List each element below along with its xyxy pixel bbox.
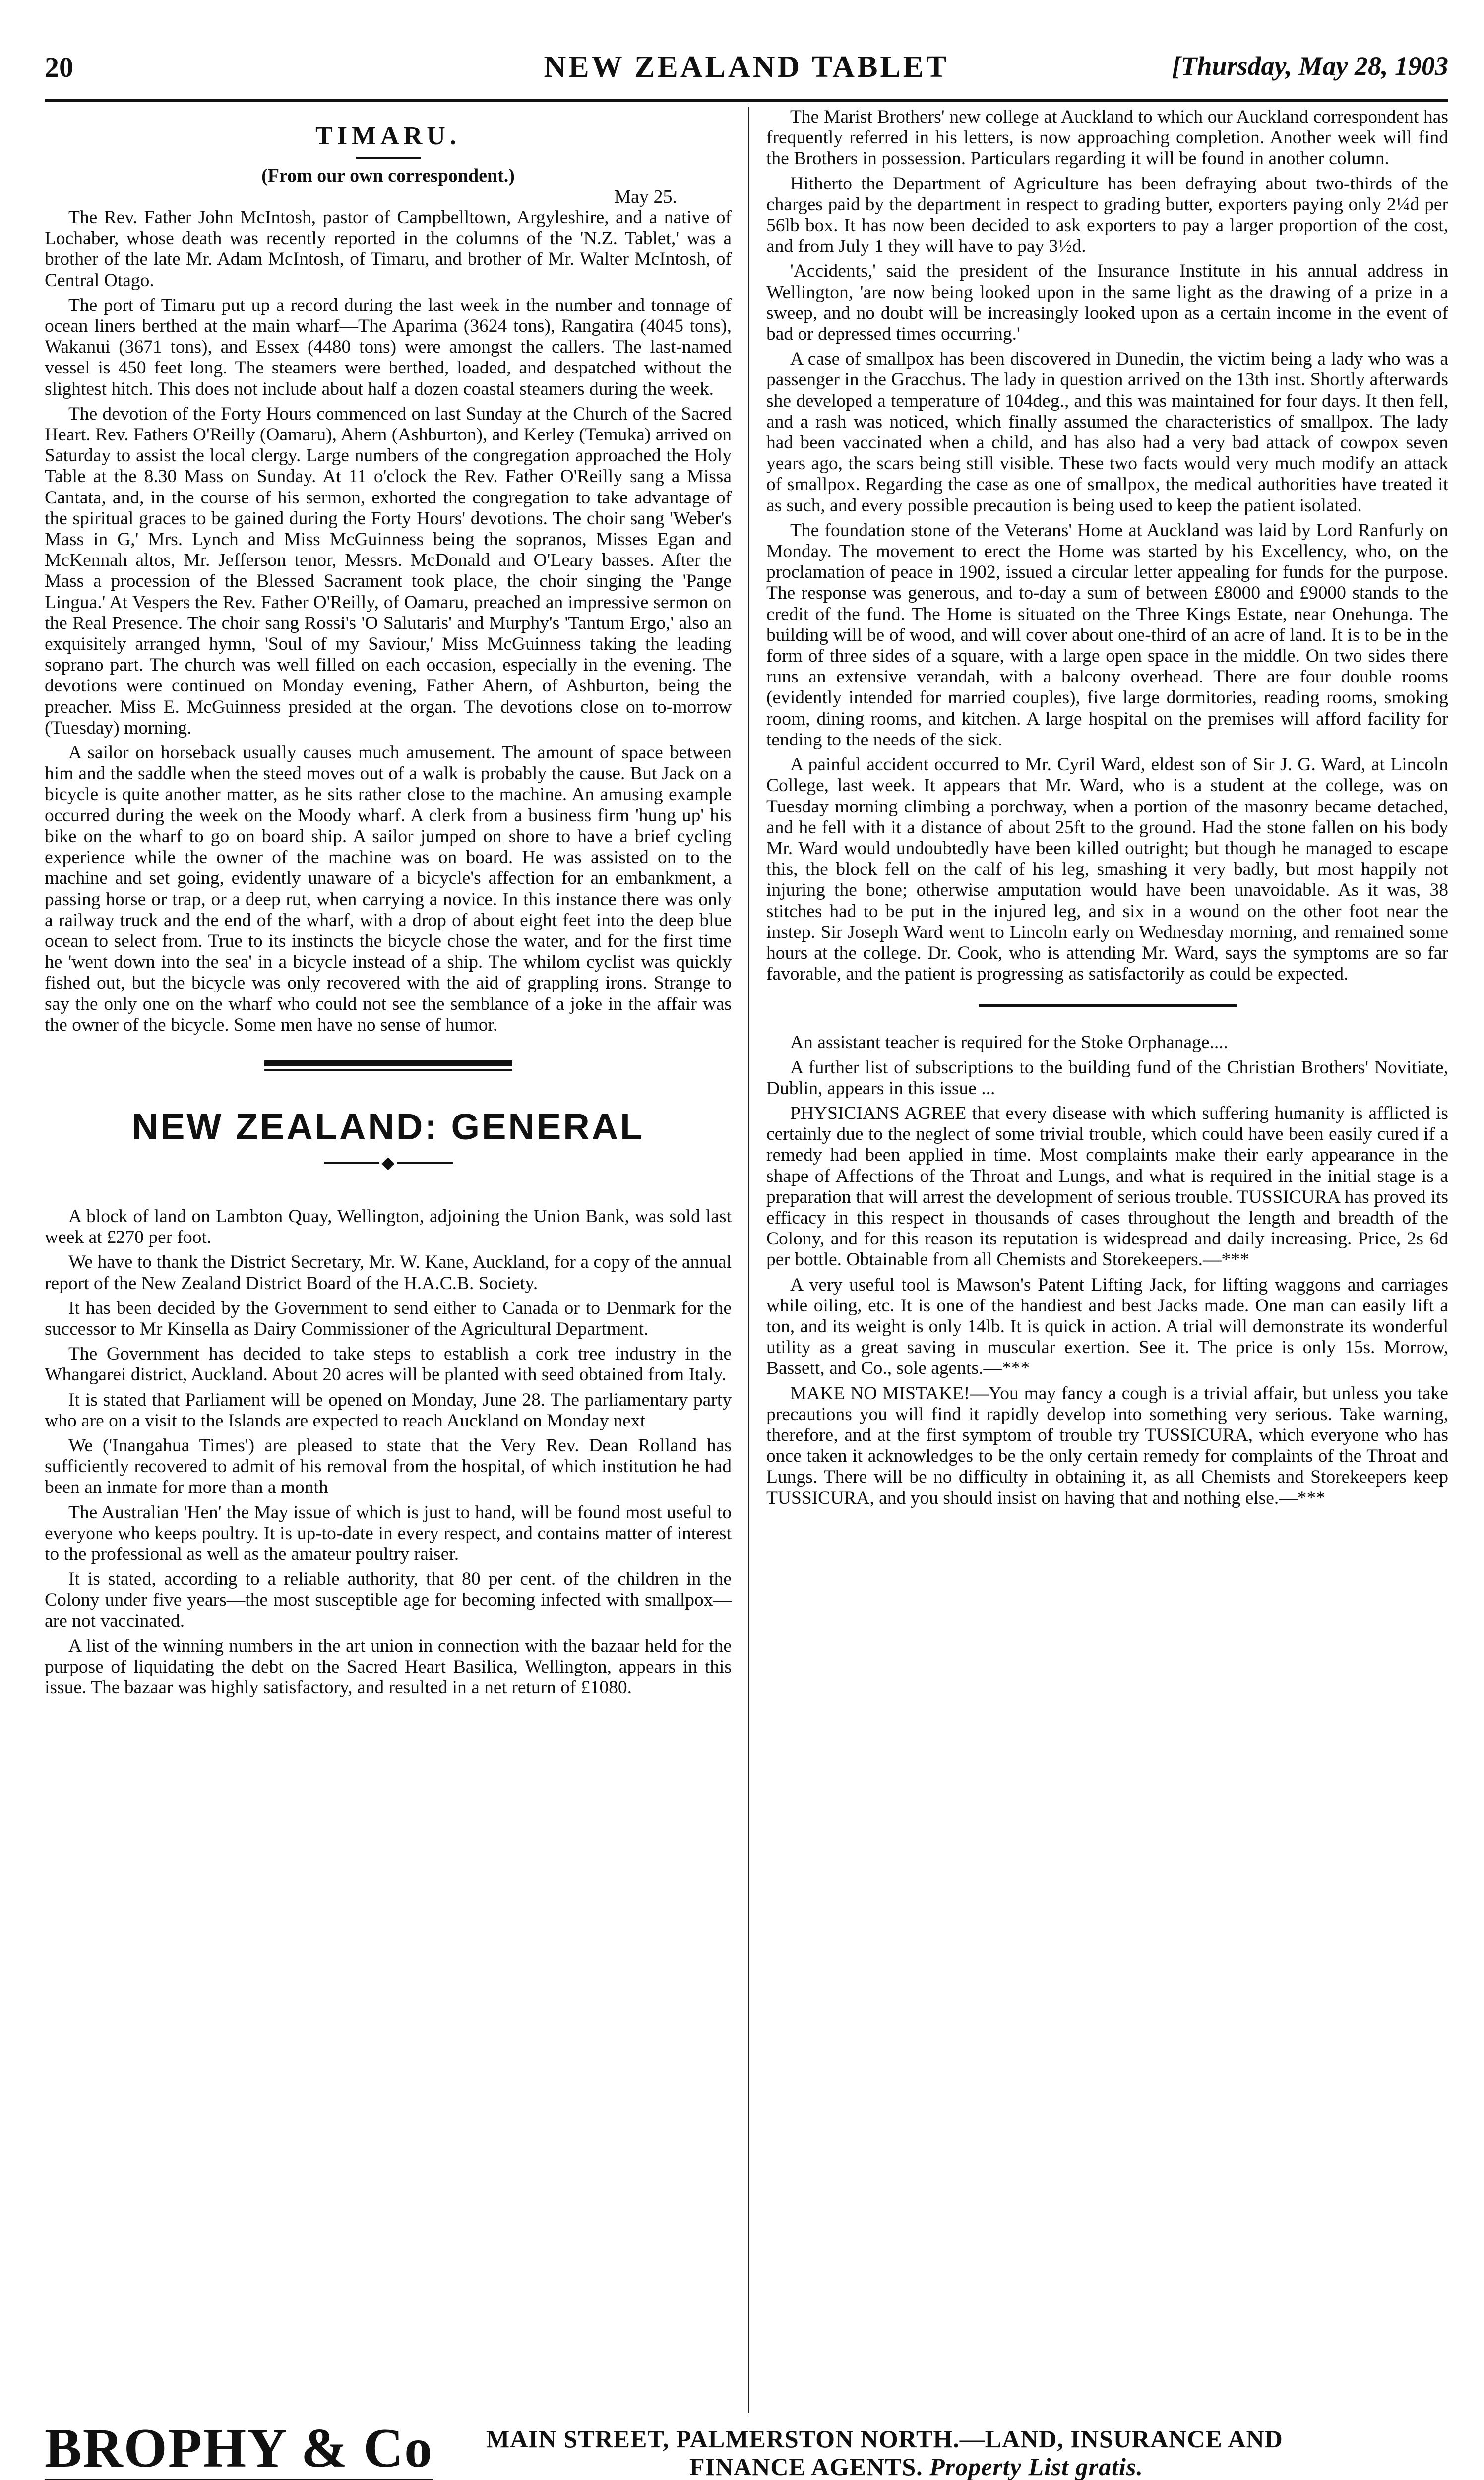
heading-rule [356,157,421,159]
column-separator-rule [979,1004,1237,1007]
footer-advert [45,2420,1448,2480]
news-item: The Government has decided to take steps to establish a cork tree industry in the Whangarei district, Auckland. About 20 acres will be planted with seed obtained from Italy. [45,1344,732,1385]
news-item: It has been decided by the Government to send either to Canada or to Denmark for the successor to Mr Kinsella as Dairy Commissioner of the Agricultural Department. [45,1298,732,1339]
timaru-dateline: May 25. [614,186,677,207]
article-paragraph: The Rev. Father John McIntosh, pastor of Campbelltown, Argyleshire, and a native of Lochaber, whose death was recently reported in the columns of the 'N.Z. Tablet,' was a brother of the late Mr. Adam McIntosh, of Timaru, and brother of Mr. Walter McIntosh, of Central Otago. [45,207,732,291]
nz-general-heading: NEW ZEALAND: GENERAL [131,1106,645,1147]
news-item: A list of the winning numbers in the art union in connection with the bazaar held for the purpose of liquidating the debt on the Sacred Heart Basilica, Wellington, appears in this issue. The bazaar was highly satisfactory, and resulted in a net return of £1080. [45,1635,732,1698]
advert-paragraph: PHYSICIANS AGREE that every disease with which suffering humanity is afflicted is certainly due to the neglect of some trivial trouble, which could have been easily cured if a remedy had been applied in time. Most complaints make their early appearance in the shape of Affections of the Throat and Lungs, and what is required in the initial stage is a preparation that will arrest the development of serious trouble. TUSSICURA has proved its efficacy in this respect in thousands of cases throughout the length and breadth of the Colony, and for this reason its reputation is widespread and daily increasing. Price, 2s 6d per bottle. Obtainable from all Chemists and Storekeepers.—*** [766,1103,1448,1270]
left-column [45,107,732,2413]
firm-services [689,2452,1143,2480]
right-column [766,107,1448,2413]
firm-name: BROPHY & Co [45,2420,433,2480]
ornament-line [397,1162,453,1164]
news-item: A further list of subscriptions to the building fund of the Christian Brothers' Novitiate, Dublin, appears in this issue ... [766,1057,1448,1099]
article-paragraph: The port of Timaru put up a record during the last week in the number and tonnage of ocean liners berthed at the main wharf—The Aparima (3624 tons), Rangatira (4045 tons), Wakanui (3671 tons), and Essex (4480 tons) were amongst the callers. The last-named vessel is 450 feet long. The steamers were berthed, loaded, and despatched without the slightest hitch. This does not include about half a dozen coastal steamers during the week. [45,295,732,399]
page-number: 20 [45,51,73,83]
article-paragraph: A sailor on horseback usually causes much amusement. The amount of space between him and the saddle when the steed moves out of a walk is probably the cause. But Jack on a bicycle is quite another matter, as he sits rather close to the machine. An amusing example occurred during the week on the Moody wharf. A clerk from a business firm 'hung up' his bike on the wharf to go on board ship. A sailor jumped on shore to have a brief cycling experience while the owner of the machine was on board. He was assisted on to the machine and set going, evidently unaware of a bicycle's affection for an embankment, a passing horse or trap, or a deep rut, when carrying a novice. In this instance there was only a railway truck and the end of the wharf, with a drop of about eight feet into the deep blue ocean to select from. True to its instincts the bicycle chose the water, and for the first time he 'went down into the sea' in a bicycle instead of a ship. The whilom cyclist was quickly fished out, but the bicycle was only recovered with the aid of grappling irons. Strange to say the only one on the wharf who could not see the semblance of a joke in the affair was the owner of the bicycle. Some men have no sense of humor. [45,743,732,1035]
section-divider-thick [264,1060,512,1066]
article-paragraph: The devotion of the Forty Hours commenced on last Sunday at the Church of the Sacred Heart. Rev. Fathers O'Reilly (Oamaru), Ahern (Ashburton), and Kerley (Temuka) arrived on Saturday to assist the local clergy. Large numbers of the congregation approached the Holy Table at the 8.30 Mass on Sunday. At 11 o'clock the Rev. Father O'Reilly sang a Missa Cantata, and, in the course of his sermon, exhorted the congregation to take advantage of the spiritual graces to be gained during the Forty Hours' devotions. The choir sang 'Weber's Mass in G,' Mrs. Lynch and Miss McGuinness being the sopranos, Misses Egan and McKennah altos, Mr. Jefferson tenor, Messrs. McDonald and O'Leary basses. After the Mass a procession of the Blessed Sacrament took place, the choir singing the 'Pange Lingua.' At Vespers the Rev. Father O'Reilly, of Oamaru, preached an impressive sermon on the Real Presence. The choir sang Rossi's 'O Salutaris' and Murphy's 'Tantum Ergo,' also an exquisitely arranged hymn, 'Soul of my Saviour,' Miss McGuinness taking the leading soprano part. The church was well filled on each occasion, especially in the evening. The devotions were continued on Monday evening, Father Ahern, of Ashburton, being the preacher. Miss E. McGuinness presided at the organ. The devotions close on to-morrow (Tuesday) morning. [45,403,732,738]
news-item: A painful accident occurred to Mr. Cyril Ward, eldest son of Sir J. G. Ward, at Lincoln College, last week. It appears that Mr. Ward, who is a student at the college, was on Tuesday morning climbing a porchway, when a portion of the masonry became detached, and he fell with it a distance of about 25ft to the ground. Had the stone fallen on his body Mr. Ward would undoubtedly have been killed outright; but though he managed to escape this, the block fell on the calf of his leg, smashing it very badly, but most happily not injuring the bone; otherwise amputation would have been unavoidable. As it was, 38 stitches had to be put in the injured leg, and six in a wound on the other foot near the instep. Sir Joseph Ward went to Lincoln early on Wednesday morning, and remained some hours at the college. Dr. Cook, who is attending Mr. Ward, says the symptoms are so far favorable, and the patient is progressing as satisfactorily as could be expected. [766,754,1448,985]
news-item: The Marist Brothers' new college at Auckland to which our Auckland correspondent has frequently referred in his letters, is now approaching completion. Another week will find the Brothers in possession. Particulars regarding it will be found in another column. [766,107,1448,169]
news-item: Hitherto the Department of Agriculture has been defraying about two-thirds of the charges paid by the department in respect to grading butter, exporters paying only 2¼d per 56lb box. It has now been decided to ask exporters to pay a larger proportion of the cost, and from July 1 they will have to pay 3½d. [766,173,1448,257]
ornament-line [324,1162,380,1164]
news-item: The foundation stone of the Veterans' Home at Auckland was laid by Lord Ranfurly on Monday. The movement to erect the Home was started by his Excellency, who, on the proclamation of peace in 1902, issued a circular letter appealing for funds for the purpose. The response was generous, and to-day a sum of between £8000 and £9000 stands to the credit of the fund. The Home is situated on the Three Kings Estate, near Onehunga. The building will be of wood, and will cover about one-third of an acre of land. It is to be in the form of three sides of a square, with a large open space in the middle. On two sides there runs an extensive verandah, with a balcony overhead. There are four double rooms (evidently intended for married couples), five large dormitories, reading rooms, smoking room, dining rooms, and kitchen. A large hospital on the premises will afford facility for tending to the needs of the sick. [766,520,1448,750]
publication-title: NEW ZEALAND TABLET [544,50,949,84]
news-item: It is stated that Parliament will be opened on Monday, June 28. The parliamentary party who are on a visit to the Islands are expected to reach Auckland on Monday next [45,1389,732,1431]
issue-date: [Thursday, May 28, 1903 [1172,51,1448,81]
news-item: A block of land on Lambton Quay, Wellington, adjoining the Union Bank, was sold last week at £270 per foot. [45,1206,732,1248]
timaru-byline: (From our own correspondent.) [261,165,515,186]
heading-ornament [324,1155,453,1172]
column-rule [748,107,749,2413]
news-item: It is stated, according to a reliable authority, that 80 per cent. of the children in the Colony under five years—the most susceptible age for becoming infected with smallpox—are not vaccinated. [45,1569,732,1631]
news-item: We have to thank the District Secretary, Mr. W. Kane, Auckland, for a copy of the annual report of the New Zealand District Board of the H.A.C.B. Society. [45,1252,732,1294]
news-item: 'Accidents,' said the president of the Insurance Institute in his annual address in Wellington, 'are now being looked upon in the same light as the drawing of a prize in a sweep, and no doubt will be increasingly looked upon as a certain income in the event of bad or depressed times occurring.' [766,261,1448,345]
news-item: A case of smallpox has been discovered in Dunedin, the victim being a lady who was a passenger in the Gracchus. The lady in question arrived on the 13th inst. Shortly afterwards she developed a temperature of 104deg., and this was maintained for four days. It then fell, and a rash was noticed, which finally assumed the characteristics of smallpox. The lady had been vaccinated when a child, and has also had a very bad attack of cowpox seven years ago, the scars being still visible. These two facts would very much modify an attack of smallpox. Regarding the case as one of smallpox, the medical authorities have treated it as such, and every possible precaution is being used to keep the patient isolated. [766,349,1448,516]
timaru-heading: TIMARU. [315,122,461,150]
news-item: An assistant teacher is required for the Stoke Orphanage.... [790,1032,1229,1053]
property-list-note: Property List gratis. [929,2453,1143,2480]
masthead [45,45,1448,102]
firm-address: MAIN STREET, PALMERSTON NORTH.—LAND, INSURANCE AND [486,2425,1283,2453]
advert-paragraph: A very useful tool is Mawson's Patent Lifting Jack, for lifting waggons and carriages while oiling, etc. It is one of the handiest and best Jacks made. One man can easily lift a ton, and its weight is only 14lb. It is quick in action. A trial will demonstrate its wonderful utility as a great saving in muscular exertion. See it. The price is only 15s. Morrow, Bassett, and Co., sole agents.—*** [766,1274,1448,1379]
news-item: The Australian 'Hen' the May issue of which is just to hand, will be found most useful to everyone who keeps poultry. It is up-to-date in every respect, and contains matter of interest to the professional as well as the amateur poultry raiser. [45,1502,732,1564]
news-item: We ('Inangahua Times') are pleased to state that the Very Rev. Dean Rolland has sufficiently recovered to admit of his removal from the hospital, of which institution he had been an inmate for more than a month [45,1435,732,1498]
diamond-icon: ◆ [381,1153,395,1172]
section-divider-thin [264,1069,512,1071]
advert-paragraph: MAKE NO MISTAKE!—You may fancy a cough is a trivial affair, but unless you take precautions you will find it rapidly develop into something very serious. Take warning, therefore, and at the first symptom of trouble try TUSSICURA, which everyone who has once taken it acknowledges to be the only certain remedy for complaints of the Throat and Lungs. There will be no difficulty in obtaining it, as all Chemists and Storekeepers keep TUSSICURA, and you should insist on having that and nothing else.—*** [766,1383,1448,1508]
firm-services-text: FINANCE AGENTS. [689,2453,923,2480]
